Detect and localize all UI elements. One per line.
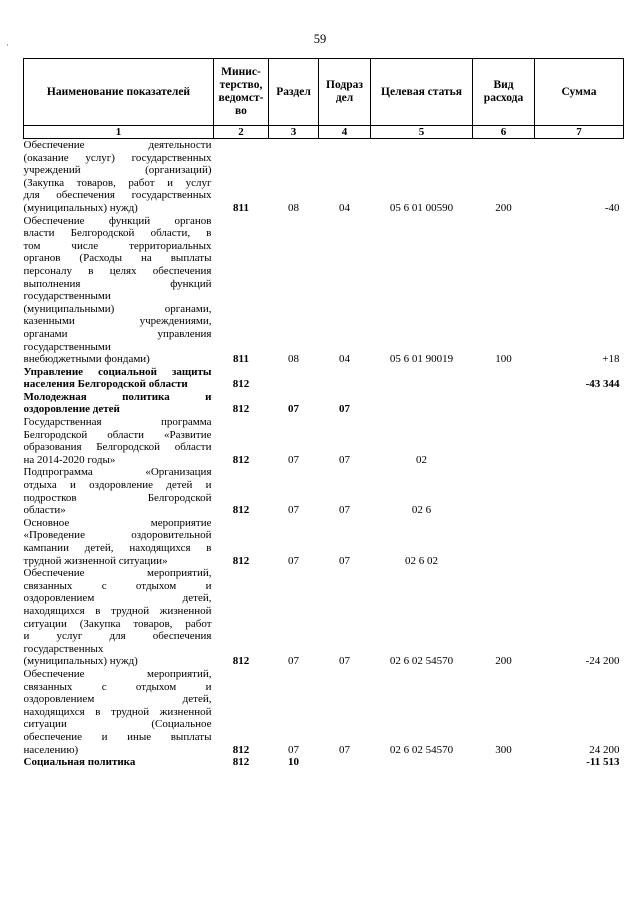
- table-row: [24, 466, 624, 516]
- row-name-line: Обеспечение мероприятий,: [23, 667, 212, 680]
- row-name-line: (оказание услуг) государственных: [23, 151, 212, 164]
- row-target-article: 05 6 01 90019: [389, 353, 454, 366]
- header-sum: Сумма: [535, 59, 624, 126]
- row-section: 07: [288, 453, 299, 466]
- header-expense-type: Вид расхода: [473, 59, 535, 126]
- row-section: 07: [288, 504, 299, 517]
- row-subsection: 07: [339, 743, 350, 756]
- row-ministry: 811: [233, 353, 249, 366]
- row-sum: [535, 391, 624, 416]
- row-name-line: персоналу в целях обеспечения: [23, 264, 212, 277]
- row-name-line: и услуг для обеспечения: [23, 630, 212, 643]
- header-target-article: Целевая статья: [371, 59, 473, 126]
- row-name-line: Обеспечение деятельности: [23, 139, 212, 151]
- table-row: [24, 756, 624, 769]
- row-name: [24, 517, 214, 567]
- page-number: 59: [313, 32, 327, 46]
- row-target-article: 05 6 01 00590: [389, 201, 454, 214]
- row-subsection: [319, 756, 371, 769]
- row-ministry: 812: [232, 655, 250, 668]
- row-name-line: (Закупка товаров, работ и услуг: [23, 176, 212, 189]
- row-name: [24, 567, 214, 668]
- row-expense-type: 300: [495, 743, 512, 756]
- table-row: [24, 366, 624, 391]
- row-name-line: населению): [23, 743, 79, 756]
- row-target-article: [371, 756, 473, 769]
- row-name: [24, 668, 214, 756]
- table-row: [24, 668, 624, 756]
- row-sum: [535, 517, 624, 567]
- table-row: [24, 517, 624, 567]
- row-name-line: выполнения функций: [23, 277, 212, 290]
- table-row: [24, 567, 624, 668]
- row-name-line: учреждений (организаций): [23, 164, 212, 177]
- row-name-line: том числе территориальных: [23, 239, 212, 252]
- row-ministry: 811: [233, 201, 249, 214]
- row-subsection: 07: [339, 403, 350, 416]
- row-section: 08: [288, 353, 299, 366]
- row-name-line: внебюджетными фондами): [23, 353, 150, 366]
- row-name-line: Обеспечение мероприятий,: [23, 567, 212, 580]
- row-name-line: на 2014-2020 годы»: [23, 453, 116, 466]
- row-name-line: находящихся в трудной жизненной: [23, 705, 212, 718]
- row-name-line: для обеспечения государственных: [23, 189, 212, 202]
- row-name-line: органами управления: [23, 327, 212, 340]
- row-ministry: 812: [232, 743, 250, 756]
- row-name-line: оздоровлением детей,: [23, 693, 212, 706]
- row-ministry: 812: [232, 403, 250, 416]
- row-section: 07: [288, 554, 299, 567]
- row-name-line: оздоровление детей: [23, 403, 120, 416]
- column-number: 6: [473, 126, 535, 139]
- row-section: 10: [288, 756, 299, 769]
- row-name-line: трудной жизненной ситуации»: [23, 554, 168, 567]
- row-name-line: государственными: [23, 340, 111, 353]
- row-name: [24, 756, 214, 769]
- row-name-line: связанных с отдыхом и: [23, 680, 212, 693]
- row-name-line: «Проведение оздоровительной: [23, 529, 212, 542]
- row-target-article: 02 6 02 54570: [389, 655, 454, 668]
- row-subsection: 07: [339, 554, 350, 567]
- header-ministry: Минис-терство, ведомст-во: [214, 59, 269, 126]
- row-ministry: 812: [232, 554, 250, 567]
- row-sum: [535, 466, 624, 516]
- row-sum: +18: [602, 353, 620, 366]
- row-sum: -24 200: [585, 655, 620, 668]
- row-name: [24, 139, 214, 215]
- row-section: 07: [288, 743, 299, 756]
- row-expense-type: [473, 466, 535, 516]
- row-expense-type: [473, 517, 535, 567]
- header-subsection: Подраз дел: [319, 59, 371, 126]
- row-name-line: (муниципальных) нужд): [23, 655, 138, 668]
- column-number: 7: [535, 126, 624, 139]
- row-name-line: Государственная программа: [23, 416, 212, 429]
- row-name: [24, 391, 214, 416]
- row-ministry: 812: [232, 504, 250, 517]
- row-name-line: Подпрограмма «Организация: [23, 466, 212, 479]
- row-name-line: ситуации (Закупка товаров, работ: [23, 617, 212, 630]
- row-section: 08: [288, 201, 299, 214]
- row-sum: [535, 416, 624, 466]
- row-name-line: населения Белгородской области: [23, 378, 188, 391]
- row-sum: 24 200: [589, 743, 620, 756]
- row-name-line: Управление социальной защиты: [23, 365, 212, 378]
- column-number: 1: [24, 126, 214, 139]
- row-target-article: [371, 391, 473, 416]
- row-name-line: отдыха и оздоровление детей и: [23, 479, 212, 492]
- row-ministry: 812: [232, 453, 250, 466]
- row-name-line: государственных: [23, 642, 104, 655]
- row-name-line: области»: [23, 504, 66, 517]
- row-expense-type: [473, 756, 535, 769]
- header-section: Раздел: [269, 59, 319, 126]
- budget-table: [23, 58, 624, 769]
- row-target-article: [371, 366, 473, 391]
- row-name-line: обеспечение и иные выплаты: [23, 730, 212, 743]
- row-name-line: государственными: [23, 290, 111, 303]
- row-name-line: Основное мероприятие: [23, 516, 212, 529]
- row-name-line: кампании детей, находящихся в: [23, 542, 212, 554]
- table-row: [24, 416, 624, 466]
- row-name: [24, 466, 214, 516]
- row-ministry: 812: [232, 756, 250, 769]
- row-name-line: (муниципальных) нужд): [23, 201, 138, 214]
- row-target-article: 02 6 02: [405, 554, 438, 567]
- column-number: 3: [269, 126, 319, 139]
- table-header: [24, 59, 624, 139]
- row-sum: -43 344: [585, 378, 620, 391]
- column-number: 4: [319, 126, 371, 139]
- row-expense-type: 200: [495, 201, 512, 214]
- row-subsection: 04: [339, 353, 350, 366]
- row-subsection: 07: [339, 453, 350, 466]
- row-target-article: 02 6: [411, 504, 432, 517]
- table-row: [24, 391, 624, 416]
- row-name-line: Белгородской области «Развитие: [23, 428, 212, 441]
- row-name-line: Социальная политика: [23, 756, 136, 769]
- row-name: [24, 366, 214, 391]
- row-name-line: власти Белгородской области, в: [23, 227, 212, 240]
- row-name-line: ситуации (Социальное: [23, 718, 212, 731]
- row-name-line: находящихся в трудной жизненной: [23, 604, 212, 617]
- row-sum: -40: [604, 201, 620, 214]
- row-expense-type: [473, 391, 535, 416]
- row-name-line: связанных с отдыхом и: [23, 579, 212, 592]
- row-section: [269, 366, 319, 391]
- row-name-line: подростков Белгородской: [23, 491, 212, 504]
- row-name-line: Обеспечение функций органов: [23, 214, 212, 227]
- row-ministry: 812: [232, 378, 250, 391]
- row-name-line: оздоровлением детей,: [23, 592, 212, 605]
- row-subsection: 04: [339, 201, 350, 214]
- row-name-line: образования Белгородской области: [23, 441, 212, 454]
- row-expense-type: [473, 366, 535, 391]
- row-name: [24, 416, 214, 466]
- header-name: Наименование показателей: [24, 59, 214, 126]
- row-expense-type: [473, 416, 535, 466]
- row-sum: -11 513: [586, 756, 620, 769]
- row-name-line: органов (Расходы на выплаты: [23, 252, 212, 265]
- row-expense-type: 200: [495, 655, 512, 668]
- table-row: [24, 139, 624, 215]
- row-target-article: 02: [416, 453, 427, 466]
- row-target-article: 02 6 02 54570: [389, 743, 454, 756]
- row-subsection: 07: [339, 504, 350, 517]
- row-name-line: казенными учреждениями,: [23, 315, 212, 328]
- row-section: 07: [288, 655, 299, 668]
- table-row: [24, 215, 624, 366]
- row-subsection: [319, 366, 371, 391]
- row-subsection: 07: [339, 655, 350, 668]
- column-number: 2: [214, 126, 269, 139]
- row-name-line: Молодежная политика и: [23, 390, 212, 403]
- column-number: 5: [371, 126, 473, 139]
- row-section: 07: [288, 403, 299, 416]
- row-expense-type: 100: [495, 353, 512, 366]
- margin-dot: ·: [6, 40, 9, 50]
- row-name: [24, 215, 214, 366]
- row-name-line: (муниципальными) органами,: [23, 302, 212, 315]
- table-body: [24, 139, 624, 769]
